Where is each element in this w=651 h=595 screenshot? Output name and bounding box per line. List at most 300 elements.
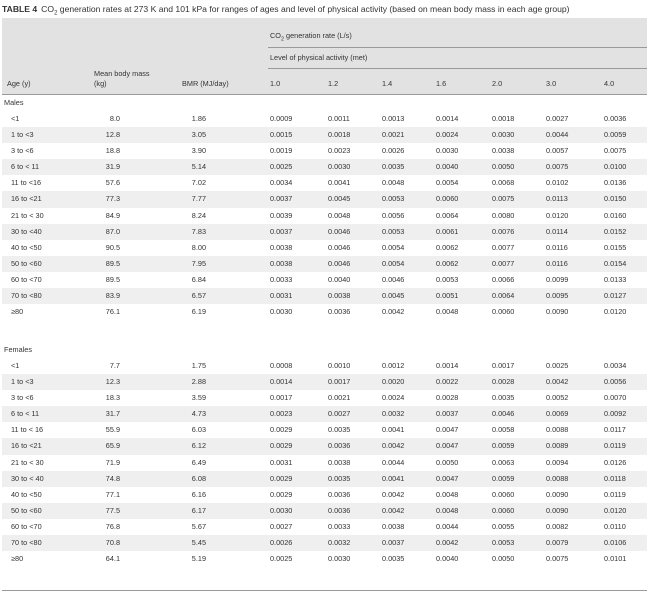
age-cell: 6 to < 11: [11, 409, 40, 419]
mass-cell: 12.8: [105, 130, 120, 140]
co2-rate-cell: 0.0080: [492, 210, 515, 220]
mass-cell: 55.9: [105, 425, 120, 435]
co2-rate-cell: 0.0041: [382, 473, 405, 483]
co2-rate-cell: 0.0057: [546, 146, 569, 156]
table-row: [2, 551, 647, 567]
co2-rate-cell: 0.0064: [436, 210, 459, 220]
bmr-cell: 1.86: [191, 114, 206, 123]
co2-rate-cell: 0.0035: [492, 393, 515, 403]
co2-rate-cell: 0.0014: [436, 361, 459, 370]
table-row: [2, 288, 647, 304]
table-row: [2, 224, 647, 240]
co2-rate-cell: 0.0076: [492, 226, 515, 236]
co2-rate-cell: 0.0036: [604, 114, 627, 123]
co2-rate-cell: 0.0119: [604, 441, 626, 451]
mass-cell: 76.1: [105, 307, 120, 317]
co2-rate-cell: 0.0019: [270, 146, 293, 156]
bmr-cell: 8.24: [191, 210, 206, 220]
co2-rate-cell: 0.0075: [492, 194, 515, 204]
co2-rate-cell: 0.0061: [436, 226, 459, 236]
co2-rate-cell: 0.0033: [328, 521, 351, 531]
table-row: [2, 208, 647, 224]
co2-rate-cell: 0.0047: [436, 473, 459, 483]
table-row: [2, 438, 647, 454]
mass-cell: 83.9: [105, 291, 120, 301]
co2-rate-cell: 0.0050: [436, 457, 459, 467]
bmr-cell: 7.95: [191, 258, 206, 268]
co2-rate-cell: 0.0046: [492, 409, 515, 419]
co2-rate-cell: 0.0106: [604, 538, 627, 548]
age-cell: 21 to < 30: [11, 210, 44, 220]
co2-rate-cell: 0.0048: [382, 178, 405, 188]
co2-rate-cell: 0.0027: [328, 409, 351, 419]
co2-rate-cell: 0.0048: [436, 307, 459, 317]
bmr-cell: 6.16: [191, 489, 206, 499]
age-cell: 30 to < 40: [11, 473, 44, 483]
co2-rate-cell: 0.0069: [546, 409, 569, 419]
age-cell: 11 to <16: [11, 178, 42, 188]
age-cell: <1: [11, 114, 20, 123]
co2-rate-cell: 0.0116: [546, 242, 568, 252]
co2-rate-cell: 0.0118: [604, 473, 626, 483]
co2-rate-cell: 0.0053: [436, 274, 459, 284]
co2-rate-cell: 0.0046: [328, 258, 351, 268]
co2-rate-cell: 0.0088: [546, 473, 569, 483]
co2-rate-cell: 0.0034: [604, 361, 627, 370]
mass-cell: 12.3: [105, 377, 120, 387]
age-cell: 70 to <80: [11, 538, 42, 548]
table-row: [2, 535, 647, 551]
co2-rate-cell: 0.0053: [382, 194, 405, 204]
header-bottom-rule: [2, 94, 647, 95]
mass-cell: 71.9: [105, 457, 120, 467]
table-row: [2, 422, 647, 438]
co2-rate-cell: 0.0030: [270, 505, 293, 515]
co2-rate-cell: 0.0035: [382, 162, 405, 172]
co2-rate-cell: 0.0033: [270, 274, 293, 284]
mass-cell: 8.0: [109, 114, 120, 123]
bmr-cell: 6.12: [191, 441, 206, 451]
co2-rate-cell: 0.0038: [328, 291, 351, 301]
co2-rate-cell: 0.0025: [270, 162, 293, 172]
co2-rate-cell: 0.0027: [270, 521, 293, 531]
co2-rate-cell: 0.0035: [382, 554, 405, 564]
co2-rate-cell: 0.0075: [546, 162, 569, 172]
co2-rate-cell: 0.0120: [546, 210, 569, 220]
co2-rate-cell: 0.0048: [328, 210, 351, 220]
co2-rate-cell: 0.0034: [270, 178, 293, 188]
bmr-cell: 4.73: [191, 409, 206, 419]
activity-level-col-header: 3.0: [546, 79, 557, 88]
bmr-cell: 1.75: [191, 361, 206, 370]
co2-rate-cell: 0.0017: [492, 361, 515, 370]
females-rows: [2, 358, 647, 567]
bmr-cell: 7.02: [191, 178, 206, 188]
co2-rate-cell: 0.0059: [492, 441, 515, 451]
co2-rate-cell: 0.0077: [492, 242, 515, 252]
co2-rate-cell: 0.0126: [604, 457, 627, 467]
table-row: [2, 374, 647, 390]
table-row: [2, 304, 647, 320]
co2-rate-cell: 0.0154: [604, 258, 627, 268]
age-cell: 40 to <50: [11, 242, 42, 252]
co2-rate-cell: 0.0021: [328, 393, 351, 403]
co2-rate-cell: 0.0041: [382, 425, 405, 435]
co2-rate-cell: 0.0032: [328, 538, 351, 548]
co2-rate-cell: 0.0009: [270, 114, 293, 123]
co2-rate-cell: 0.0042: [436, 538, 459, 548]
co2-rate-cell: 0.0056: [382, 210, 405, 220]
table-row: [2, 143, 647, 159]
bmr-cell: 2.88: [191, 377, 206, 387]
co2-rate-cell: 0.0031: [270, 457, 293, 467]
co2-rate-cell: 0.0011: [328, 114, 350, 123]
caption-text-start: CO: [41, 4, 55, 14]
co2-rate-cell: 0.0038: [270, 258, 293, 268]
co2-rate-cell: 0.0068: [492, 178, 515, 188]
co2-rate-cell: 0.0058: [492, 425, 515, 435]
co2-rate-cell: 0.0045: [328, 194, 351, 204]
co2-rate-cell: 0.0051: [436, 291, 459, 301]
co2-rate-cell: 0.0136: [604, 178, 627, 188]
co2-rate-cell: 0.0018: [492, 114, 515, 123]
co2-rate-cell: 0.0030: [492, 130, 515, 140]
co2-rate-cell: 0.0113: [546, 194, 568, 204]
age-heading: Age (y): [7, 79, 31, 88]
co2-rate-cell: 0.0160: [604, 210, 627, 220]
table-row: [2, 159, 647, 175]
co2-rate-cell: 0.0023: [270, 409, 293, 419]
co2-rate-cell: 0.0042: [382, 489, 405, 499]
co2-rate-cell: 0.0063: [492, 457, 515, 467]
bmr-cell: 3.59: [191, 393, 206, 403]
co2-rate-cell: 0.0050: [492, 162, 515, 172]
co2-rate-cell: 0.0022: [436, 377, 459, 387]
co2-rate-cell: 0.0041: [328, 178, 351, 188]
co2-rate-cell: 0.0038: [382, 521, 405, 531]
table-row: [2, 519, 647, 535]
co2-rate-cell: 0.0100: [604, 162, 627, 172]
co2-rate-cell: 0.0025: [270, 554, 293, 564]
mass-cell: 89.5: [105, 274, 120, 284]
table-label: TABLE 4: [2, 4, 38, 14]
co2-rate-cell: 0.0017: [328, 377, 351, 387]
co2-rate-cell: 0.0012: [382, 361, 405, 370]
mass-cell: 57.6: [105, 178, 120, 188]
bmr-cell: 3.90: [191, 146, 206, 156]
age-cell: 6 to < 11: [11, 162, 40, 172]
co2-rate-cell: 0.0053: [492, 538, 515, 548]
co2-rate-cell: 0.0077: [492, 258, 515, 268]
co2-rate-cell: 0.0133: [604, 274, 627, 284]
bmr-cell: 6.19: [191, 307, 206, 317]
co2-rate-cell: 0.0088: [546, 425, 569, 435]
co2-rate-cell: 0.0120: [604, 307, 627, 317]
activity-level-col-header: 1.0: [270, 79, 281, 88]
co2-rate-cell: 0.0030: [436, 146, 459, 156]
co2-rate-cell: 0.0037: [436, 409, 459, 419]
age-cell: 3 to <6: [11, 393, 34, 403]
age-cell: 11 to < 16: [11, 425, 44, 435]
mass-cell: 64.1: [105, 554, 120, 564]
table-row: [2, 256, 647, 272]
co2-rate-cell: 0.0047: [436, 441, 459, 451]
co2-rate-cell: 0.0036: [328, 441, 351, 451]
males-rows: [2, 111, 647, 320]
activity-level-col-header: 1.2: [328, 79, 339, 88]
co2-rate-cell: 0.0036: [328, 505, 351, 515]
co2-rate-cell: 0.0038: [492, 146, 515, 156]
mass-cell: 31.9: [105, 162, 120, 172]
mass-cell: 7.7: [109, 361, 120, 370]
bmr-cell: 6.08: [191, 473, 206, 483]
table-row: [2, 455, 647, 471]
mass-cell: 74.8: [105, 473, 120, 483]
co2-rate-cell: 0.0046: [328, 226, 351, 236]
co2-rate-cell: 0.0050: [492, 554, 515, 564]
activity-level-col-header: 1.4: [382, 79, 393, 88]
table-row: [2, 127, 647, 143]
co2-rate-cell: 0.0029: [270, 473, 293, 483]
co2-rate-cell: 0.0054: [382, 242, 405, 252]
table-bottom-rule: [2, 590, 647, 591]
bmr-cell: 6.03: [191, 425, 206, 435]
table-row: [2, 191, 647, 207]
table-header: [2, 18, 647, 94]
mass-cell: 77.3: [105, 194, 120, 204]
co2-rate-cell: 0.0028: [436, 393, 459, 403]
co2-rate-cell: 0.0060: [492, 489, 515, 499]
mass-heading: Mean body mass (kg): [94, 69, 150, 88]
co2-rate-cell: 0.0066: [492, 274, 515, 284]
co2-rate-cell: 0.0114: [546, 226, 568, 236]
females-section-label: Females: [4, 345, 32, 354]
co2-rate-cell: 0.0035: [328, 473, 351, 483]
co2-rate-cell: 0.0042: [382, 307, 405, 317]
co2-rate-cell: 0.0048: [436, 505, 459, 515]
co2-rate-cell: 0.0044: [436, 521, 459, 531]
co2-rate-cell: 0.0046: [328, 242, 351, 252]
co2-rate-cell: 0.0062: [436, 242, 459, 252]
co2-rate-cell: 0.0023: [328, 146, 351, 156]
co2-rate-cell: 0.0015: [270, 130, 293, 140]
co2-rate-cell: 0.0042: [546, 377, 569, 387]
co2-rate-cell: 0.0031: [270, 291, 293, 301]
co2-rate-cell: 0.0042: [382, 505, 405, 515]
caption-text-rest: generation rates at 273 K and 101 kPa for ranges of ages and level of physical activity (based on mean body mass in each age group): [57, 4, 570, 14]
co2-rate-cell: 0.0040: [328, 274, 351, 284]
age-cell: ≥80: [11, 554, 24, 564]
co2-rate-cell: 0.0037: [270, 226, 293, 236]
co2-rate-heading: $CO_2$ generation rate (L/s): [270, 31, 352, 43]
co2-rate-cell: 0.0017: [270, 393, 293, 403]
co2-rate-cell: 0.0024: [382, 393, 405, 403]
co2-rate-cell: 0.0082: [546, 521, 569, 531]
co2-rate-cell: 0.0030: [270, 307, 293, 317]
co2-rate-cell: 0.0039: [270, 210, 293, 220]
co2-rate-cell: 0.0018: [328, 130, 351, 140]
co2-rate-cell: 0.0150: [604, 194, 627, 204]
mass-cell: 77.5: [105, 505, 120, 515]
table-row: [2, 240, 647, 256]
bmr-cell: 5.45: [191, 538, 206, 548]
co2-rate-cell: 0.0038: [328, 457, 351, 467]
table-row: [2, 175, 647, 191]
caption-subscript: 2: [54, 10, 58, 17]
co2-rate-cell: 0.0032: [382, 409, 405, 419]
bmr-cell: 6.49: [191, 457, 206, 467]
bmr-cell: 5.67: [191, 521, 206, 531]
co2-rate-cell: 0.0059: [492, 473, 515, 483]
co2-rate-cell: 0.0044: [382, 457, 405, 467]
bmr-cell: 6.17: [191, 505, 206, 515]
co2-rate-cell: 0.0021: [382, 130, 405, 140]
bmr-cell: 3.05: [191, 130, 206, 140]
co2-rate-cell: 0.0042: [382, 441, 405, 451]
co2-rate-cell: 0.0052: [546, 393, 569, 403]
co2-rate-cell: 0.0036: [328, 489, 351, 499]
co2-rate-cell: 0.0055: [492, 521, 515, 531]
co2-rate-cell: 0.0046: [382, 274, 405, 284]
co2-rate-cell: 0.0119: [604, 489, 626, 499]
co2-rate-cell: 0.0060: [492, 505, 515, 515]
co2-rate-cell: 0.0155: [604, 242, 627, 252]
table-row: [2, 471, 647, 487]
co2-rate-cell: 0.0029: [270, 489, 293, 499]
co2-rate-cell: 0.0014: [436, 114, 459, 123]
co2-rate-cell: 0.0044: [546, 130, 569, 140]
bmr-cell: 6.57: [191, 291, 206, 301]
activity-level-heading: Level of physical activity (met): [270, 53, 368, 62]
activity-level-col-header: 1.6: [436, 79, 447, 88]
activity-level-col-header: 2.0: [492, 79, 503, 88]
mass-cell: 31.7: [105, 409, 120, 419]
co2-rate-cell: 0.0010: [328, 361, 351, 370]
age-cell: 16 to <21: [11, 194, 42, 204]
co2-rate-cell: 0.0127: [604, 291, 627, 301]
co2-rate-cell: 0.0035: [328, 425, 351, 435]
co2-rate-cell: 0.0030: [328, 162, 351, 172]
co2-rate-cell: 0.0024: [436, 130, 459, 140]
table-row: [2, 503, 647, 519]
mass-cell: 76.8: [105, 521, 120, 531]
mass-cell: 89.5: [105, 258, 120, 268]
mass-cell: 90.5: [105, 242, 120, 252]
bmr-cell: 5.14: [191, 162, 206, 172]
co2-rate-cell: 0.0090: [546, 489, 569, 499]
co2-rate-cell: 0.0099: [546, 274, 569, 284]
co2-rate-cell: 0.0047: [436, 425, 459, 435]
co2-rate-cell: 0.0045: [382, 291, 405, 301]
age-cell: 50 to <60: [11, 505, 42, 515]
co2-rate-cell: 0.0030: [328, 554, 351, 564]
co2-rate-cell: 0.0013: [382, 114, 405, 123]
co2-rate-cell: 0.0054: [382, 258, 405, 268]
co2-rate-cell: 0.0079: [546, 538, 569, 548]
header-rule-top: [268, 47, 647, 48]
co2-rate-cell: 0.0054: [436, 178, 459, 188]
co2-rate-cell: 0.0053: [382, 226, 405, 236]
co2-rate-cell: 0.0036: [328, 307, 351, 317]
co2-rate-cell: 0.0090: [546, 307, 569, 317]
bmr-heading: BMR (MJ/day): [182, 79, 229, 88]
co2-rate-cell: 0.0116: [546, 258, 568, 268]
mass-cell: 65.9: [105, 441, 120, 451]
age-cell: 3 to <6: [11, 146, 34, 156]
co2-rate-cell: 0.0095: [546, 291, 569, 301]
mass-cell: 18.8: [105, 146, 120, 156]
table-row: [2, 390, 647, 406]
co2-rate-cell: 0.0037: [270, 194, 293, 204]
co2-rate-cell: 0.0056: [604, 377, 627, 387]
co2-rate-cell: 0.0070: [604, 393, 627, 403]
co2-rate-cell: 0.0092: [604, 409, 627, 419]
table-row: [2, 487, 647, 503]
age-cell: 30 to <40: [11, 226, 42, 236]
co2-rate-cell: 0.0020: [382, 377, 405, 387]
age-cell: <1: [11, 361, 20, 370]
co2-rate-cell: 0.0029: [270, 441, 293, 451]
co2-rate-cell: 0.0008: [270, 361, 293, 370]
table-row: [2, 406, 647, 422]
males-section-label: Males: [4, 98, 24, 107]
co2-rate-cell: 0.0048: [436, 489, 459, 499]
mass-cell: 18.3: [105, 393, 120, 403]
co2-rate-cell: 0.0027: [546, 114, 569, 123]
bmr-cell: 8.00: [191, 242, 206, 252]
co2-rate-cell: 0.0062: [436, 258, 459, 268]
co2-rate-cell: 0.0028: [492, 377, 515, 387]
co2-rate-cell: 0.0064: [492, 291, 515, 301]
mass-cell: 84.9: [105, 210, 120, 220]
mass-cell: 77.1: [105, 489, 120, 499]
age-cell: 70 to <80: [11, 291, 42, 301]
co2-rate-cell: 0.0037: [382, 538, 405, 548]
mass-cell: 70.8: [105, 538, 120, 548]
co2-rate-cell: 0.0060: [492, 307, 515, 317]
co2-rate-cell: 0.0040: [436, 554, 459, 564]
header-rule-mid: [268, 68, 647, 69]
co2-rate-cell: 0.0014: [270, 377, 293, 387]
co2-rate-cell: 0.0094: [546, 457, 569, 467]
co2-rate-cell: 0.0025: [546, 361, 569, 370]
age-cell: 50 to <60: [11, 258, 42, 268]
age-cell: ≥80: [11, 307, 24, 317]
co2-rate-cell: 0.0102: [546, 178, 569, 188]
bmr-cell: 7.77: [191, 194, 206, 204]
age-cell: 16 to <21: [11, 441, 42, 451]
age-cell: 1 to <3: [11, 377, 34, 387]
co2-rate-cell: 0.0026: [382, 146, 405, 156]
table-row: [2, 358, 647, 374]
age-cell: 60 to <70: [11, 274, 42, 284]
age-cell: 40 to <50: [11, 489, 42, 499]
table-row: [2, 111, 647, 127]
co2-rate-cell: 0.0120: [604, 505, 627, 515]
age-cell: 21 to < 30: [11, 457, 44, 467]
mass-cell: 87.0: [105, 226, 120, 236]
co2-rate-cell: 0.0075: [546, 554, 569, 564]
co2-rate-cell: 0.0060: [436, 194, 459, 204]
bmr-cell: 6.84: [191, 274, 206, 284]
age-cell: 1 to <3: [11, 130, 34, 140]
co2-rate-cell: 0.0075: [604, 146, 627, 156]
co2-rate-cell: 0.0090: [546, 505, 569, 515]
co2-rate-cell: 0.0040: [436, 162, 459, 172]
co2-rate-cell: 0.0026: [270, 538, 293, 548]
co2-rate-cell: 0.0117: [604, 425, 626, 435]
co2-rate-cell: 0.0101: [604, 554, 627, 564]
